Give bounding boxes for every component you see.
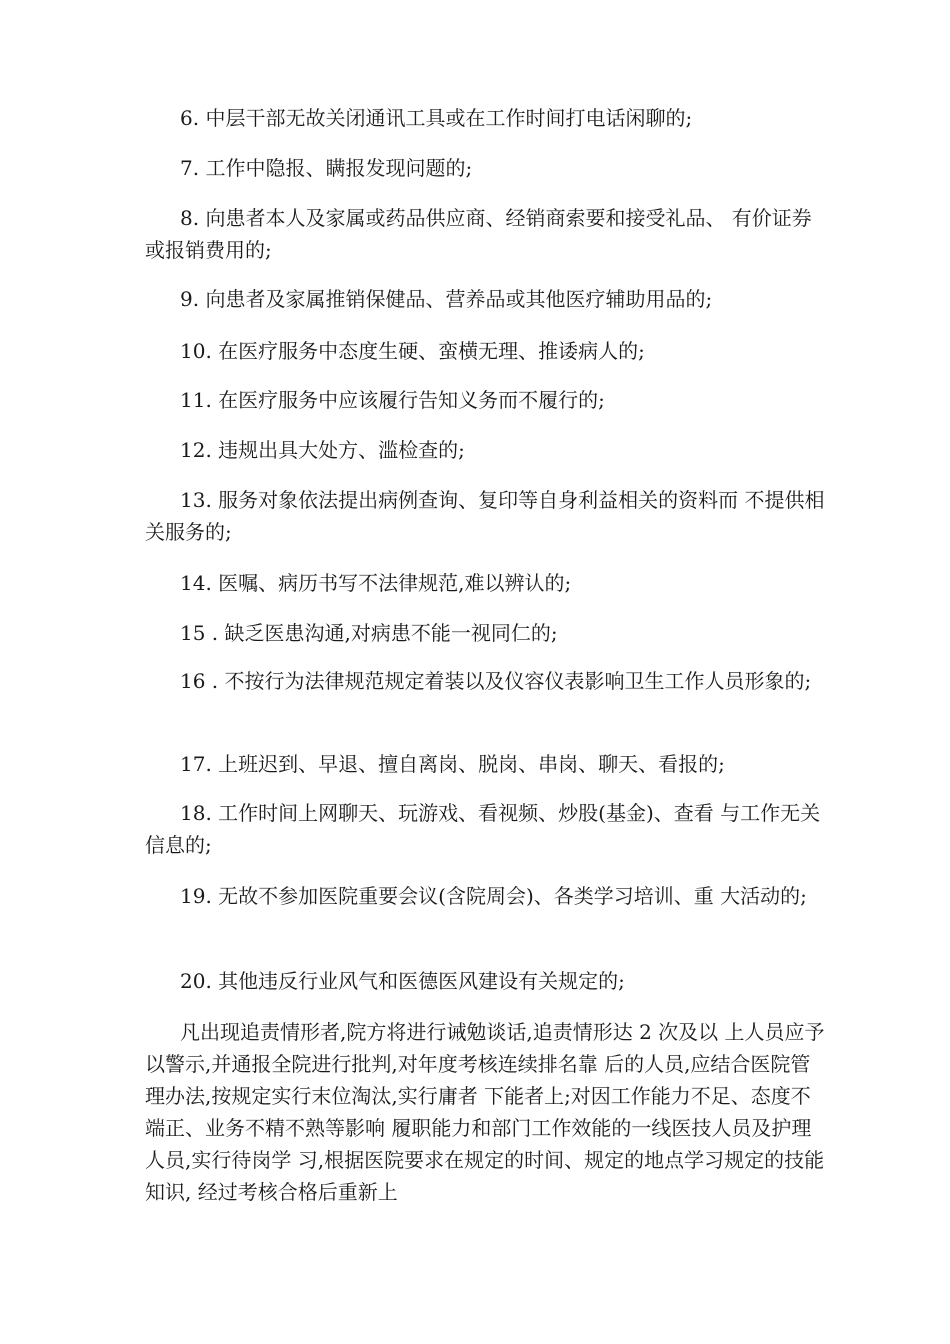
list-item-20: 20. 其他违反行业风气和医德医风建设有关规定的; [180,969,625,993]
list-item-15: 15 . 缺乏医患沟通,对病患不能一视同仁的; [180,621,558,645]
list-item-17: 17. 上班迟到、早退、擅自离岗、脱岗、串岗、聊天、看报的; [180,752,725,776]
list-item-14: 14. 医嘱、病历书写不法律规范,难以辨认的; [180,571,572,595]
list-item-9: 9. 向患者及家属推销保健品、营养品或其他医疗辅助用品的; [180,287,713,311]
list-item-18: 18. 工作时间上网聊天、玩游戏、看视频、炒股(基金)、查看 与工作无关信息的; [145,801,821,857]
list-item-11: 11. 在医疗服务中应该履行告知义务而不履行的; [180,388,605,412]
list-item-10: 10. 在医疗服务中态度生硬、蛮横无理、推诿病人的; [180,339,645,363]
list-item-19: 19. 无故不参加医院重要会议(含院周会)、各类学习培训、重 大活动的; [180,884,807,908]
list-item-12: 12. 违规出具大处方、滥检查的; [180,438,465,462]
list-item-6: 6. 中层干部无故关闭通讯工具或在工作时间打电话闲聊的; [180,106,693,130]
list-item-16: 16 . 不按行为法律规范规定着装以及仪容仪表影响卫生工作人员形象的; [180,669,812,693]
list-item-8: 8. 向患者本人及家属或药品供应商、经销商索要和接受礼品、 有价证券或报销费用的; [145,206,812,262]
list-item-13: 13. 服务对象依法提出病例查询、复印等自身利益相关的资料而 不提供相关服务的; [145,488,825,544]
list-item-7: 7. 工作中隐报、瞒报发现问题的; [180,156,473,180]
closing-paragraph: 凡出现追责情形者,院方将进行诫勉谈话,追责情形达 2 次及以 上人员应予以警示,并通报全院进行批判,对年度考核连续排名靠 后的人员,应结合医院管理办法,按规定实行末位淘汰,实行庸者 下能者上;对因工作能力不足、态度不端正、业务不精不熟等影响 履职能力和部门工作效能的一线医技人员及护理人员,实行待岗学 习,根据医院要求在规定的时间、规定的地点学习规定的技能知识, 经过考核合格后重新上 [145,1020,825,1204]
